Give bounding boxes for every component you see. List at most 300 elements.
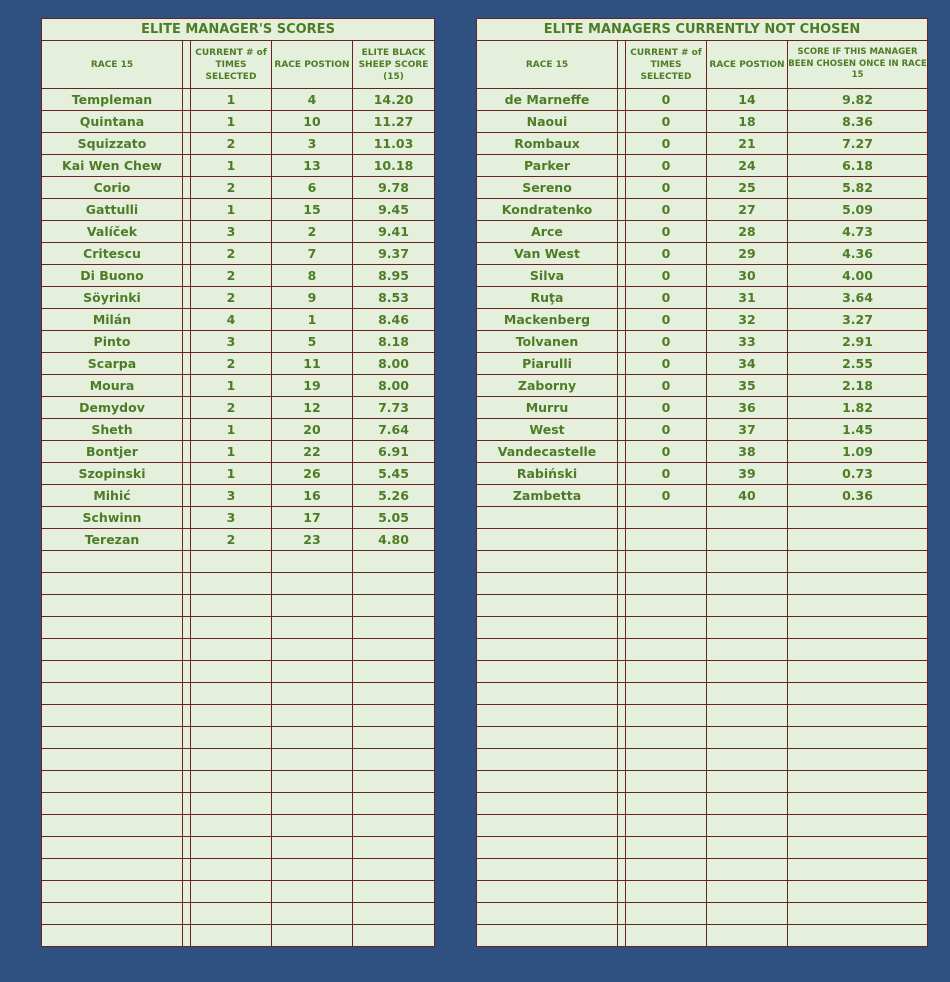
- score-cell[interactable]: 5.09: [788, 199, 928, 221]
- times-selected-cell[interactable]: 0: [626, 397, 707, 419]
- manager-name-cell[interactable]: de Marneffe: [477, 89, 618, 111]
- manager-name-cell[interactable]: [42, 859, 183, 881]
- score-cell[interactable]: [788, 881, 928, 903]
- score-cell[interactable]: 7.73: [353, 397, 435, 419]
- times-selected-cell[interactable]: [626, 727, 707, 749]
- race-position-cell[interactable]: 7: [272, 243, 353, 265]
- race-position-cell[interactable]: 28: [707, 221, 788, 243]
- manager-name-cell[interactable]: [477, 639, 618, 661]
- score-cell[interactable]: 4.73: [788, 221, 928, 243]
- times-selected-cell[interactable]: 0: [626, 287, 707, 309]
- race-position-cell[interactable]: [272, 859, 353, 881]
- score-cell[interactable]: 7.64: [353, 419, 435, 441]
- score-cell[interactable]: 9.45: [353, 199, 435, 221]
- score-cell[interactable]: [353, 683, 435, 705]
- score-cell[interactable]: [353, 749, 435, 771]
- score-cell[interactable]: [788, 749, 928, 771]
- times-selected-cell[interactable]: 0: [626, 309, 707, 331]
- score-cell[interactable]: 8.95: [353, 265, 435, 287]
- score-cell[interactable]: [353, 793, 435, 815]
- score-cell[interactable]: [353, 903, 435, 925]
- times-selected-cell[interactable]: [626, 881, 707, 903]
- score-cell[interactable]: [788, 529, 928, 551]
- score-cell[interactable]: 4.00: [788, 265, 928, 287]
- times-selected-cell[interactable]: 0: [626, 111, 707, 133]
- times-selected-cell[interactable]: [626, 749, 707, 771]
- header-times-selected[interactable]: CURRENT # of TIMES SELECTED: [191, 41, 272, 89]
- times-selected-cell[interactable]: [191, 661, 272, 683]
- score-cell[interactable]: [788, 793, 928, 815]
- race-position-cell[interactable]: 26: [272, 463, 353, 485]
- times-selected-cell[interactable]: [626, 903, 707, 925]
- score-cell[interactable]: [353, 815, 435, 837]
- score-cell[interactable]: [353, 727, 435, 749]
- race-position-cell[interactable]: [272, 815, 353, 837]
- manager-name-cell[interactable]: [42, 573, 183, 595]
- manager-name-cell[interactable]: Söyrinki: [42, 287, 183, 309]
- race-position-cell[interactable]: [272, 595, 353, 617]
- race-position-cell[interactable]: [707, 815, 788, 837]
- race-position-cell[interactable]: [272, 925, 353, 947]
- race-position-cell[interactable]: 13: [272, 155, 353, 177]
- times-selected-cell[interactable]: 0: [626, 155, 707, 177]
- race-position-cell[interactable]: 25: [707, 177, 788, 199]
- manager-name-cell[interactable]: [42, 793, 183, 815]
- times-selected-cell[interactable]: 1: [191, 111, 272, 133]
- manager-name-cell[interactable]: [42, 837, 183, 859]
- times-selected-cell[interactable]: [626, 573, 707, 595]
- times-selected-cell[interactable]: [626, 639, 707, 661]
- manager-name-cell[interactable]: Vandecastelle: [477, 441, 618, 463]
- times-selected-cell[interactable]: 3: [191, 507, 272, 529]
- manager-name-cell[interactable]: Pinto: [42, 331, 183, 353]
- race-position-cell[interactable]: 33: [707, 331, 788, 353]
- race-position-cell[interactable]: [272, 683, 353, 705]
- score-cell[interactable]: [353, 573, 435, 595]
- race-position-cell[interactable]: 21: [707, 133, 788, 155]
- race-position-cell[interactable]: 12: [272, 397, 353, 419]
- manager-name-cell[interactable]: Demydov: [42, 397, 183, 419]
- manager-name-cell[interactable]: [477, 661, 618, 683]
- score-cell[interactable]: 2.55: [788, 353, 928, 375]
- race-position-cell[interactable]: 24: [707, 155, 788, 177]
- header-times-selected[interactable]: CURRENT # of TIMES SELECTED: [626, 41, 707, 89]
- race-position-cell[interactable]: [707, 771, 788, 793]
- score-cell[interactable]: 1.82: [788, 397, 928, 419]
- score-cell[interactable]: 0.73: [788, 463, 928, 485]
- times-selected-cell[interactable]: 0: [626, 265, 707, 287]
- manager-name-cell[interactable]: Kai Wen Chew: [42, 155, 183, 177]
- score-cell[interactable]: [788, 507, 928, 529]
- manager-name-cell[interactable]: Kondratenko: [477, 199, 618, 221]
- score-cell[interactable]: [353, 837, 435, 859]
- manager-name-cell[interactable]: [42, 683, 183, 705]
- score-cell[interactable]: 5.05: [353, 507, 435, 529]
- score-cell[interactable]: 9.82: [788, 89, 928, 111]
- manager-name-cell[interactable]: Bontjer: [42, 441, 183, 463]
- times-selected-cell[interactable]: 0: [626, 485, 707, 507]
- manager-name-cell[interactable]: [477, 749, 618, 771]
- score-cell[interactable]: [788, 639, 928, 661]
- score-cell[interactable]: 5.82: [788, 177, 928, 199]
- race-position-cell[interactable]: [272, 573, 353, 595]
- manager-name-cell[interactable]: [477, 683, 618, 705]
- manager-name-cell[interactable]: Sheth: [42, 419, 183, 441]
- score-cell[interactable]: 4.36: [788, 243, 928, 265]
- manager-name-cell[interactable]: [477, 727, 618, 749]
- score-cell[interactable]: 8.18: [353, 331, 435, 353]
- race-position-cell[interactable]: 18: [707, 111, 788, 133]
- score-cell[interactable]: [788, 859, 928, 881]
- race-position-cell[interactable]: [707, 881, 788, 903]
- times-selected-cell[interactable]: 2: [191, 177, 272, 199]
- times-selected-cell[interactable]: 0: [626, 133, 707, 155]
- times-selected-cell[interactable]: 2: [191, 353, 272, 375]
- manager-name-cell[interactable]: [42, 903, 183, 925]
- race-position-cell[interactable]: [707, 507, 788, 529]
- manager-name-cell[interactable]: [477, 859, 618, 881]
- race-position-cell[interactable]: [272, 639, 353, 661]
- score-cell[interactable]: 0.36: [788, 485, 928, 507]
- race-position-cell[interactable]: 9: [272, 287, 353, 309]
- race-position-cell[interactable]: 3: [272, 133, 353, 155]
- times-selected-cell[interactable]: [191, 771, 272, 793]
- times-selected-cell[interactable]: 3: [191, 485, 272, 507]
- score-cell[interactable]: 14.20: [353, 89, 435, 111]
- times-selected-cell[interactable]: 0: [626, 221, 707, 243]
- race-position-cell[interactable]: 30: [707, 265, 788, 287]
- race-position-cell[interactable]: [272, 771, 353, 793]
- times-selected-cell[interactable]: 2: [191, 397, 272, 419]
- times-selected-cell[interactable]: [191, 705, 272, 727]
- times-selected-cell[interactable]: 2: [191, 265, 272, 287]
- manager-name-cell[interactable]: West: [477, 419, 618, 441]
- manager-name-cell[interactable]: Sereno: [477, 177, 618, 199]
- race-position-cell[interactable]: [707, 595, 788, 617]
- manager-name-cell[interactable]: [477, 815, 618, 837]
- score-cell[interactable]: [788, 815, 928, 837]
- score-cell[interactable]: [788, 837, 928, 859]
- race-position-cell[interactable]: 20: [272, 419, 353, 441]
- times-selected-cell[interactable]: [191, 551, 272, 573]
- times-selected-cell[interactable]: [626, 837, 707, 859]
- header-race-position[interactable]: RACE POSTION: [272, 41, 353, 89]
- manager-name-cell[interactable]: [477, 595, 618, 617]
- score-cell[interactable]: 6.18: [788, 155, 928, 177]
- table-title[interactable]: ELITE MANAGER'S SCORES: [42, 19, 435, 41]
- manager-name-cell[interactable]: Milán: [42, 309, 183, 331]
- race-position-cell[interactable]: [707, 727, 788, 749]
- score-cell[interactable]: 5.26: [353, 485, 435, 507]
- score-cell[interactable]: [788, 903, 928, 925]
- score-cell[interactable]: [353, 705, 435, 727]
- times-selected-cell[interactable]: 1: [191, 419, 272, 441]
- score-cell[interactable]: [353, 859, 435, 881]
- times-selected-cell[interactable]: [626, 771, 707, 793]
- race-position-cell[interactable]: 4: [272, 89, 353, 111]
- manager-name-cell[interactable]: Szopinski: [42, 463, 183, 485]
- header-race-position[interactable]: RACE POSTION: [707, 41, 788, 89]
- times-selected-cell[interactable]: 0: [626, 353, 707, 375]
- manager-name-cell[interactable]: [42, 595, 183, 617]
- times-selected-cell[interactable]: [191, 881, 272, 903]
- race-position-cell[interactable]: 35: [707, 375, 788, 397]
- times-selected-cell[interactable]: 0: [626, 463, 707, 485]
- score-cell[interactable]: [788, 683, 928, 705]
- manager-name-cell[interactable]: [477, 705, 618, 727]
- manager-name-cell[interactable]: Murru: [477, 397, 618, 419]
- score-cell[interactable]: 5.45: [353, 463, 435, 485]
- manager-name-cell[interactable]: Quintana: [42, 111, 183, 133]
- race-position-cell[interactable]: 19: [272, 375, 353, 397]
- manager-name-cell[interactable]: Arce: [477, 221, 618, 243]
- score-cell[interactable]: 9.41: [353, 221, 435, 243]
- score-cell[interactable]: [788, 617, 928, 639]
- manager-name-cell[interactable]: [42, 815, 183, 837]
- header-score[interactable]: ELITE BLACK SHEEP SCORE (15): [353, 41, 435, 89]
- times-selected-cell[interactable]: 0: [626, 199, 707, 221]
- manager-name-cell[interactable]: Zambetta: [477, 485, 618, 507]
- race-position-cell[interactable]: [707, 683, 788, 705]
- times-selected-cell[interactable]: 4: [191, 309, 272, 331]
- manager-name-cell[interactable]: [477, 551, 618, 573]
- score-cell[interactable]: 11.27: [353, 111, 435, 133]
- race-position-cell[interactable]: [707, 661, 788, 683]
- race-position-cell[interactable]: [707, 617, 788, 639]
- times-selected-cell[interactable]: [626, 859, 707, 881]
- times-selected-cell[interactable]: [626, 661, 707, 683]
- times-selected-cell[interactable]: [191, 903, 272, 925]
- manager-name-cell[interactable]: Rabiński: [477, 463, 618, 485]
- score-cell[interactable]: [788, 727, 928, 749]
- manager-name-cell[interactable]: Valíček: [42, 221, 183, 243]
- manager-name-cell[interactable]: [477, 925, 618, 947]
- times-selected-cell[interactable]: [191, 837, 272, 859]
- score-cell[interactable]: [353, 595, 435, 617]
- race-position-cell[interactable]: 10: [272, 111, 353, 133]
- times-selected-cell[interactable]: [626, 529, 707, 551]
- race-position-cell[interactable]: 11: [272, 353, 353, 375]
- score-cell[interactable]: [788, 771, 928, 793]
- table-title[interactable]: ELITE MANAGERS CURRENTLY NOT CHOSEN: [477, 19, 928, 41]
- score-cell[interactable]: 8.00: [353, 375, 435, 397]
- manager-name-cell[interactable]: Piarulli: [477, 353, 618, 375]
- manager-name-cell[interactable]: [42, 727, 183, 749]
- manager-name-cell[interactable]: [477, 903, 618, 925]
- race-position-cell[interactable]: 16: [272, 485, 353, 507]
- times-selected-cell[interactable]: 0: [626, 375, 707, 397]
- times-selected-cell[interactable]: 1: [191, 89, 272, 111]
- score-cell[interactable]: [353, 661, 435, 683]
- race-position-cell[interactable]: [707, 859, 788, 881]
- race-position-cell[interactable]: [707, 903, 788, 925]
- score-cell[interactable]: 8.46: [353, 309, 435, 331]
- race-position-cell[interactable]: 32: [707, 309, 788, 331]
- times-selected-cell[interactable]: [626, 793, 707, 815]
- manager-name-cell[interactable]: Silva: [477, 265, 618, 287]
- times-selected-cell[interactable]: 0: [626, 177, 707, 199]
- score-cell[interactable]: 2.91: [788, 331, 928, 353]
- race-position-cell[interactable]: [272, 551, 353, 573]
- manager-name-cell[interactable]: Critescu: [42, 243, 183, 265]
- race-position-cell[interactable]: 15: [272, 199, 353, 221]
- race-position-cell[interactable]: [707, 705, 788, 727]
- times-selected-cell[interactable]: 1: [191, 463, 272, 485]
- manager-name-cell[interactable]: Naoui: [477, 111, 618, 133]
- race-position-cell[interactable]: 23: [272, 529, 353, 551]
- times-selected-cell[interactable]: [191, 859, 272, 881]
- times-selected-cell[interactable]: [191, 793, 272, 815]
- manager-name-cell[interactable]: [477, 529, 618, 551]
- times-selected-cell[interactable]: 1: [191, 155, 272, 177]
- times-selected-cell[interactable]: [626, 683, 707, 705]
- times-selected-cell[interactable]: [626, 595, 707, 617]
- times-selected-cell[interactable]: [191, 639, 272, 661]
- race-position-cell[interactable]: 38: [707, 441, 788, 463]
- times-selected-cell[interactable]: 3: [191, 331, 272, 353]
- manager-name-cell[interactable]: [42, 661, 183, 683]
- times-selected-cell[interactable]: [626, 815, 707, 837]
- manager-name-cell[interactable]: Scarpa: [42, 353, 183, 375]
- manager-name-cell[interactable]: [42, 705, 183, 727]
- times-selected-cell[interactable]: 1: [191, 441, 272, 463]
- race-position-cell[interactable]: [272, 881, 353, 903]
- times-selected-cell[interactable]: [191, 815, 272, 837]
- header-score[interactable]: SCORE IF THIS MANAGER BEEN CHOSEN ONCE IN RACE 15: [788, 41, 928, 89]
- score-cell[interactable]: 10.18: [353, 155, 435, 177]
- manager-name-cell[interactable]: [477, 881, 618, 903]
- manager-name-cell[interactable]: [42, 551, 183, 573]
- score-cell[interactable]: 3.64: [788, 287, 928, 309]
- score-cell[interactable]: [353, 881, 435, 903]
- times-selected-cell[interactable]: [191, 683, 272, 705]
- manager-name-cell[interactable]: [42, 639, 183, 661]
- manager-name-cell[interactable]: Zaborny: [477, 375, 618, 397]
- manager-name-cell[interactable]: [42, 881, 183, 903]
- race-position-cell[interactable]: 31: [707, 287, 788, 309]
- times-selected-cell[interactable]: 1: [191, 199, 272, 221]
- score-cell[interactable]: [788, 551, 928, 573]
- race-position-cell[interactable]: 39: [707, 463, 788, 485]
- manager-name-cell[interactable]: Mihić: [42, 485, 183, 507]
- score-cell[interactable]: 6.91: [353, 441, 435, 463]
- race-position-cell[interactable]: 29: [707, 243, 788, 265]
- times-selected-cell[interactable]: 0: [626, 89, 707, 111]
- race-position-cell[interactable]: [707, 925, 788, 947]
- header-race[interactable]: RACE 15: [42, 41, 183, 89]
- race-position-cell[interactable]: [272, 837, 353, 859]
- times-selected-cell[interactable]: [191, 749, 272, 771]
- manager-name-cell[interactable]: Templeman: [42, 89, 183, 111]
- manager-name-cell[interactable]: [42, 617, 183, 639]
- times-selected-cell[interactable]: [626, 507, 707, 529]
- race-position-cell[interactable]: 37: [707, 419, 788, 441]
- score-cell[interactable]: 4.80: [353, 529, 435, 551]
- score-cell[interactable]: 1.45: [788, 419, 928, 441]
- race-position-cell[interactable]: [707, 529, 788, 551]
- manager-name-cell[interactable]: Rombaux: [477, 133, 618, 155]
- times-selected-cell[interactable]: [191, 573, 272, 595]
- score-cell[interactable]: 9.37: [353, 243, 435, 265]
- score-cell[interactable]: 11.03: [353, 133, 435, 155]
- score-cell[interactable]: [353, 639, 435, 661]
- times-selected-cell[interactable]: [626, 551, 707, 573]
- race-position-cell[interactable]: [272, 661, 353, 683]
- times-selected-cell[interactable]: [191, 727, 272, 749]
- score-cell[interactable]: 9.78: [353, 177, 435, 199]
- manager-name-cell[interactable]: [477, 617, 618, 639]
- manager-name-cell[interactable]: Ruţa: [477, 287, 618, 309]
- manager-name-cell[interactable]: Mackenberg: [477, 309, 618, 331]
- score-cell[interactable]: [788, 595, 928, 617]
- race-position-cell[interactable]: 27: [707, 199, 788, 221]
- race-position-cell[interactable]: 14: [707, 89, 788, 111]
- manager-name-cell[interactable]: Parker: [477, 155, 618, 177]
- score-cell[interactable]: 7.27: [788, 133, 928, 155]
- score-cell[interactable]: 3.27: [788, 309, 928, 331]
- manager-name-cell[interactable]: Tolvanen: [477, 331, 618, 353]
- manager-name-cell[interactable]: [42, 771, 183, 793]
- times-selected-cell[interactable]: 1: [191, 375, 272, 397]
- manager-name-cell[interactable]: [477, 771, 618, 793]
- score-cell[interactable]: [353, 771, 435, 793]
- race-position-cell[interactable]: [707, 573, 788, 595]
- times-selected-cell[interactable]: 0: [626, 331, 707, 353]
- race-position-cell[interactable]: [272, 705, 353, 727]
- race-position-cell[interactable]: 1: [272, 309, 353, 331]
- race-position-cell[interactable]: 6: [272, 177, 353, 199]
- score-cell[interactable]: [788, 573, 928, 595]
- manager-name-cell[interactable]: [477, 837, 618, 859]
- race-position-cell[interactable]: [272, 617, 353, 639]
- race-position-cell[interactable]: 34: [707, 353, 788, 375]
- manager-name-cell[interactable]: [42, 749, 183, 771]
- race-position-cell[interactable]: 2: [272, 221, 353, 243]
- race-position-cell[interactable]: [707, 749, 788, 771]
- race-position-cell[interactable]: 17: [272, 507, 353, 529]
- times-selected-cell[interactable]: [191, 925, 272, 947]
- race-position-cell[interactable]: 36: [707, 397, 788, 419]
- times-selected-cell[interactable]: 0: [626, 243, 707, 265]
- race-position-cell[interactable]: [707, 551, 788, 573]
- times-selected-cell[interactable]: 2: [191, 243, 272, 265]
- manager-name-cell[interactable]: Van West: [477, 243, 618, 265]
- header-race[interactable]: RACE 15: [477, 41, 618, 89]
- race-position-cell[interactable]: 8: [272, 265, 353, 287]
- race-position-cell[interactable]: [707, 639, 788, 661]
- score-cell[interactable]: 2.18: [788, 375, 928, 397]
- times-selected-cell[interactable]: [626, 705, 707, 727]
- manager-name-cell[interactable]: [42, 925, 183, 947]
- times-selected-cell[interactable]: 2: [191, 529, 272, 551]
- race-position-cell[interactable]: [707, 793, 788, 815]
- manager-name-cell[interactable]: [477, 793, 618, 815]
- race-position-cell[interactable]: 40: [707, 485, 788, 507]
- score-cell[interactable]: [788, 925, 928, 947]
- score-cell[interactable]: 8.36: [788, 111, 928, 133]
- score-cell[interactable]: [353, 617, 435, 639]
- times-selected-cell[interactable]: 2: [191, 133, 272, 155]
- score-cell[interactable]: [353, 925, 435, 947]
- score-cell[interactable]: [788, 661, 928, 683]
- times-selected-cell[interactable]: 3: [191, 221, 272, 243]
- race-position-cell[interactable]: 5: [272, 331, 353, 353]
- race-position-cell[interactable]: [707, 837, 788, 859]
- times-selected-cell[interactable]: 0: [626, 441, 707, 463]
- score-cell[interactable]: 8.00: [353, 353, 435, 375]
- race-position-cell[interactable]: 22: [272, 441, 353, 463]
- score-cell[interactable]: [353, 551, 435, 573]
